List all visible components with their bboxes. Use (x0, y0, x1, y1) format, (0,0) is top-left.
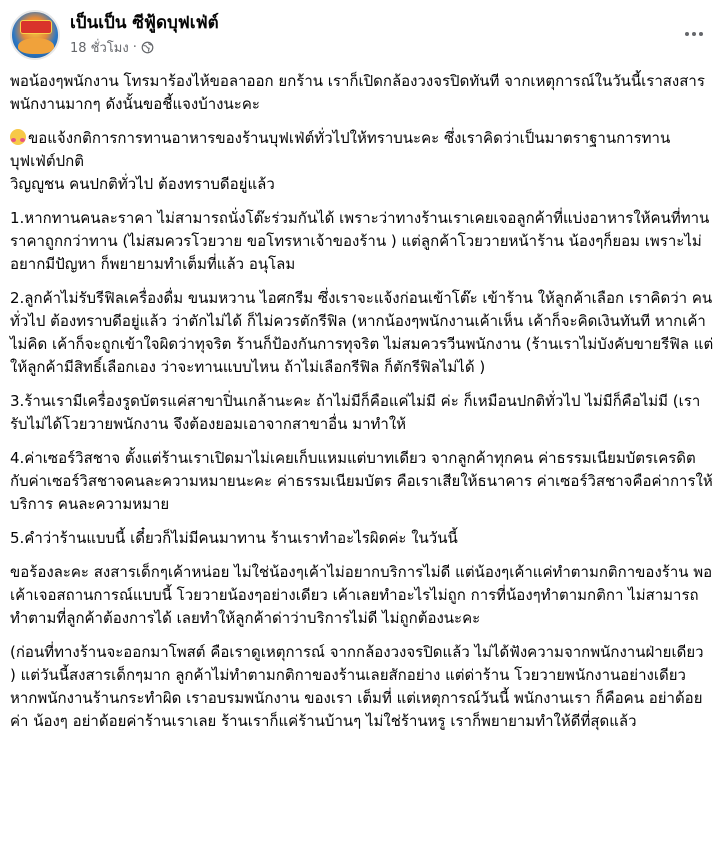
post-paragraph: 5.คำว่าร้านแบบนี้ เดี๋ยวก็ไม่มีคนมาทาน ร้านเราทำอะไรผิดค่ะ ในวันนี้ (10, 529, 458, 547)
more-options-icon[interactable] (680, 22, 708, 46)
post-paragraph: 2.ลูกค้าไม่รับรีฟิลเครื่องดื่ม ขนมหวาน ไอศกรีม ซึ่งเราจะแจ้งก่อนเข้าโต๊ะ เข้าร้าน ให้ลูกค้าเลือก เราคิดว่า คนทั่วไป ต้องทราบดีอยู่แล้ว ว่าตักไม่ได้ ก็ไม่ควรตักรีฟิล (หากน้องๆพนักงานเค้าเห็น เค้าก็จะคิดเงินทันที หากเค้าไม่คิด เค้าก็จะถูกเข้าใจผิดว่าทุจริต ร้านก็ป้องกันการทุจริต ไม่สมควรวีนพนักงาน (ร้านเราไม่บังคับขายรีฟิล แต่ให้ลูกค้ามีสิทธิ์เลือกเอง ว่าจะทานแบบไหน ถ้าไม่เลือกรีฟิล ก็ตักรีฟิลไม่ได้ ) (10, 289, 714, 376)
meta-separator: · (132, 40, 137, 55)
post-header (10, 0, 718, 70)
post-meta (70, 12, 219, 58)
globe-icon[interactable] (141, 41, 154, 54)
post-paragraph (10, 127, 714, 173)
avatar-food-graphic (18, 38, 54, 54)
page-name-link[interactable]: เป็นเป็น ซีฟู้ดบุฟเฟ่ต์ (70, 13, 219, 33)
post-body (10, 70, 718, 733)
post-paragraph: พอน้องๆพนักงาน โทรมาร้องไห้ขอลาออก ยกร้าน เราก็เปิดกล้องวงจรปิดทันที จากเหตุการณ์ในวันนี้เราสงสารพนักงานมากๆ ดังนั้นขอชี้แจงบ้างนะคะ (10, 72, 705, 113)
post-subline (70, 37, 219, 58)
post-paragraph: วิญญูชน คนปกติทั่วไป ต้องทราบดีอยู่แล้ว (10, 175, 275, 193)
page-avatar[interactable] (10, 10, 60, 60)
post-paragraph: (ก่อนที่ทางร้านจะออกมาโพสต์ คือเราดูเหตุการณ์ จากกล้องวงจรปิดแล้ว ไม่ได้ฟังความจากพนักงานฝ่ายเดียว ) แต่วันนี้สงสารเด็กๆมาก ลูกค้าไม่ทำตามกติกาของร้านเลยสักอย่าง แต่ด่าร้าน โวยวายพนักงานอย่างเดียว หากพนักงานร้านกระทำผิด เราอบรมพนักงาน ของเรา เต็มที่ แต่เหตุการณ์วันนี้ พนักงานเรา ก็คือคน อย่าด้อยค่า น้องๆ อย่าด้อยค่าร้านเราเลย ร้านเราก็แค่ร้านบ้านๆ ไม่ใช่ร้านหรู เราก็พยายามทำให้ดีที่สุดแล้ว (10, 643, 704, 730)
avatar-sign-graphic (20, 20, 52, 34)
post-paragraph: 4.ค่าเซอร์วิสชาจ ตั้งแต่ร้านเราเปิดมาไม่เคยเก็บแหมแต่บาทเดียว จากลูกค้าทุกคน ค่าธรรมเนียมบัตรเครดิต กับค่าเซอร์วิสชาจคนละความหมายนะคะ ค่าธรรมเนียมบัตร คือเราเสียให้ธนาคาร ค่าเซอร์วิสชาจคือค่าการให้บริการ คนละความหมาย (10, 449, 713, 513)
post-paragraph: ขอร้องละคะ สงสารเด็กๆเค้าหน่อย ไม่ใช่น้องๆเค้าไม่อยากบริการไม่ดี แต่น้องๆเค้าแค่ทำตามกติกาของร้าน พอเค้าเจอสถานการณ์แบบนี้ โวยวายน้องๆอย่างเดียว เค้าเลยทำอะไรไม่ถูก การที่น้องๆทำตามกติกา ไม่สามารถทำตามที่ลูกค้าต้องการได้ เลยทำให้ลูกค้าด่าว่าบริการไม่ดี ไม่ถูกต้องนะคะ (10, 563, 713, 627)
smiling-face-with-hearts-emoji (10, 129, 26, 145)
post-paragraph: 1.หากทานคนละราคา ไม่สามารถนั่งโต๊ะร่วมกันได้ เพราะว่าทางร้านเราเคยเจอลูกค้าที่แบ่งอาหารให้คนที่ทานราคาถูกกว่าทาน (ไม่สมควรโวยวาย ขอโทรหาเจ้าของร้าน ) แต่ลูกค้าโวยวายหน้าร้าน น้องๆก็ยอม เพราะไม่อยากมีปัญหา ก็พยายามทำเต็มที่แล้ว อนุโลม (10, 209, 710, 273)
post-timestamp[interactable]: 18 ชั่วโมง (70, 41, 129, 56)
post-paragraph: 3.ร้านเรามีเครื่องรูดบัตรแค่สาขาปิ่นเกล้านะคะ ถ้าไม่มีก็คือแค่ไม่มี ค่ะ ก็เหมือนปกติทั่วไป ไม่มีก็คือไม่มี (เรารับไม่ได้โวยวายพนักงาน จึงต้องยอมเอาจากสาขาอื่น มาทำให้ (10, 392, 701, 433)
post-paragraph-text: ขอแจ้งกติการการทานอาหารของร้านบุฟเฟ่ต์ทั่วไปให้ทราบนะคะ ซึ่งเราคิดว่าเป็นมาตราฐานการทานบุฟเฟ่ต์ปกติ (10, 129, 671, 170)
